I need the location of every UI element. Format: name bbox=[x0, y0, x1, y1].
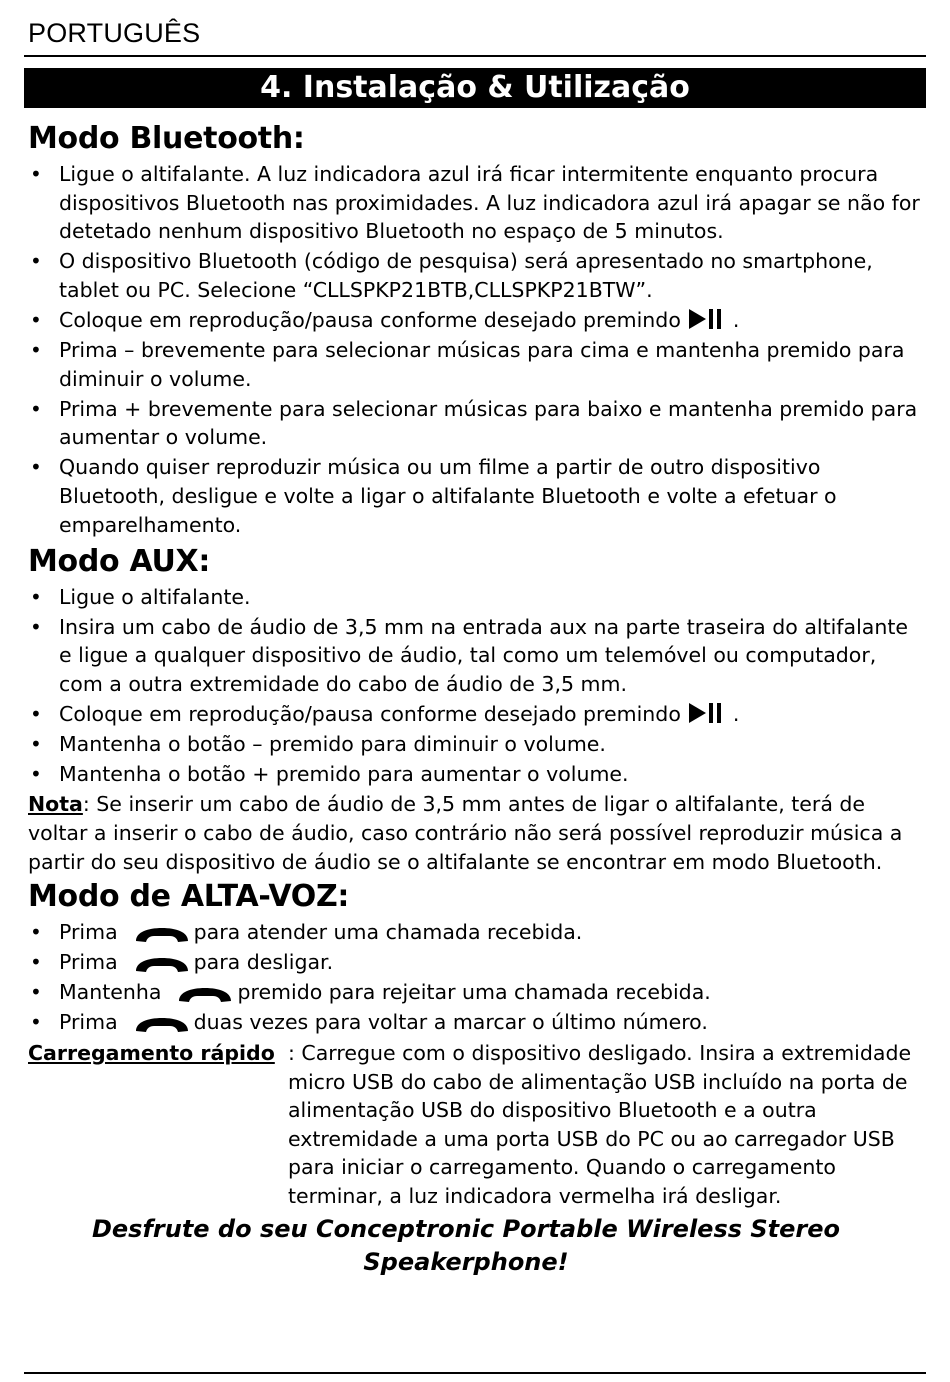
list-item bbox=[28, 160, 924, 246]
bluetooth-heading: Modo Bluetooth: bbox=[28, 121, 305, 156]
closing-message bbox=[28, 1213, 924, 1279]
item-text: Ligue o altifalante. bbox=[59, 584, 251, 609]
item-text-after: para atender uma chamada recebida. bbox=[193, 920, 583, 945]
list-item bbox=[28, 613, 924, 699]
section-title-banner: 4. Instalação & Utilização bbox=[24, 68, 926, 108]
item-text: Prima – brevemente para selecionar músicas para cima e mantenha premido para diminuir o volume. bbox=[59, 338, 905, 391]
list-item bbox=[28, 336, 924, 393]
play-pause-icon bbox=[689, 307, 733, 331]
list-item bbox=[28, 1008, 924, 1037]
aux-heading: Modo AUX: bbox=[28, 543, 211, 579]
phone-handset-icon bbox=[134, 1013, 190, 1031]
speakerphone-list bbox=[28, 918, 924, 1037]
item-text: Coloque em reprodução/pausa conforme desejado premindo bbox=[59, 702, 681, 727]
item-text: Quando quiser reproduzir música ou um filme a partir de outro dispositivo Bluetooth, desligue e volte a ligar o altifalante Bluetooth e volte a efetuar o emparelhamento. bbox=[59, 455, 837, 537]
list-item: • Coloque em reprodução/pausa conforme desejado premindo . bbox=[28, 700, 924, 729]
item-text: Prima + brevemente para selecionar músicas para baixo e mantenha premido para aumentar o volume. bbox=[59, 396, 918, 450]
fast-charging-label: Carregamento rápido bbox=[28, 1041, 275, 1066]
list-item bbox=[28, 978, 924, 1007]
note-text: : Se inserir um cabo de áudio de 3,5 mm antes de ligar o altifalante, terá de voltar a inserir o cabo de áudio, caso contrário não será possível reproduzir música a partir do seu dispositivo de áudio se o altifalante se encontrar em modo Bluetooth. bbox=[28, 792, 903, 874]
item-text-before: Prima bbox=[59, 920, 118, 945]
closing-line-1: Desfrute do seu Conceptronic Portable Wireless Stereo bbox=[91, 1214, 841, 1243]
list-item bbox=[28, 948, 924, 977]
list-item bbox=[28, 453, 924, 539]
note-label: Nota bbox=[28, 792, 83, 817]
phone-handset-icon bbox=[134, 923, 190, 941]
item-text-before: Prima bbox=[59, 1010, 118, 1035]
language-label: PORTUGUÊS bbox=[28, 18, 201, 48]
closing-line-2: Speakerphone! bbox=[363, 1247, 569, 1276]
fast-charging-text: : Carregue com o dispositivo desligado. Insira a extremidade micro USB do cabo de alimentação USB incluído na porta de alimentação USB do dispositivo Bluetooth e a outra extremidade a uma porta USB do PC ou ao carregador USB para iniciar o carregamento. Quando o carregamento terminar, a luz indicadora vermelha irá desligar. bbox=[288, 1041, 912, 1208]
list-item bbox=[28, 918, 924, 947]
list-item bbox=[28, 730, 924, 759]
play-pause-icon bbox=[689, 701, 733, 725]
item-text-before: Prima bbox=[59, 950, 118, 975]
item-text: Ligue o altifalante. A luz indicadora azul irá ficar intermitente enquanto procura dispositivos Bluetooth nas proximidades. A luz indicadora azul irá apagar se não for detetado nenhum dispositivo Bluetooth no espaço de 5 minutos. bbox=[59, 162, 920, 244]
list-item bbox=[28, 395, 924, 452]
phone-handset-icon bbox=[177, 983, 233, 1001]
bluetooth-list bbox=[28, 160, 924, 539]
item-text: Coloque em reprodução/pausa conforme desejado premindo bbox=[59, 307, 681, 332]
bottom-divider bbox=[24, 1372, 926, 1374]
item-text: Insira um cabo de áudio de 3,5 mm na entrada aux na parte traseira do altifalante e ligue a qualquer dispositivo de áudio, tal como um telemóvel ou computador, com a outra extremidade do cabo de áudio de 3,5 mm. bbox=[59, 614, 908, 696]
item-text: Mantenha o botão + premido para aumentar o volume. bbox=[59, 762, 629, 787]
item-text: O dispositivo Bluetooth (código de pesquisa) será apresentado no smartphone, tablet ou PC. Selecione “CLLSPKP21BTB,CLLSPKP21BTW”. bbox=[59, 249, 873, 302]
top-divider bbox=[24, 55, 926, 57]
list-item bbox=[28, 247, 924, 304]
speakerphone-heading: Modo de ALTA-VOZ: bbox=[28, 879, 350, 915]
item-text-after: premido para rejeitar uma chamada recebida. bbox=[237, 980, 711, 1005]
manual-content bbox=[28, 118, 924, 1279]
item-text-before: Mantenha bbox=[59, 980, 162, 1005]
list-item bbox=[28, 583, 924, 612]
aux-list bbox=[28, 583, 924, 789]
list-item: • Coloque em reprodução/pausa conforme desejado premindo . bbox=[28, 306, 924, 335]
list-item bbox=[28, 760, 924, 789]
item-text: Mantenha o botão – premido para diminuir o volume. bbox=[59, 732, 606, 757]
fast-charging-section bbox=[28, 1039, 924, 1211]
item-text-after: duas vezes para voltar a marcar o último número. bbox=[193, 1010, 708, 1035]
phone-handset-icon bbox=[134, 953, 190, 971]
item-text-after: para desligar. bbox=[193, 950, 334, 975]
aux-note bbox=[28, 790, 924, 876]
